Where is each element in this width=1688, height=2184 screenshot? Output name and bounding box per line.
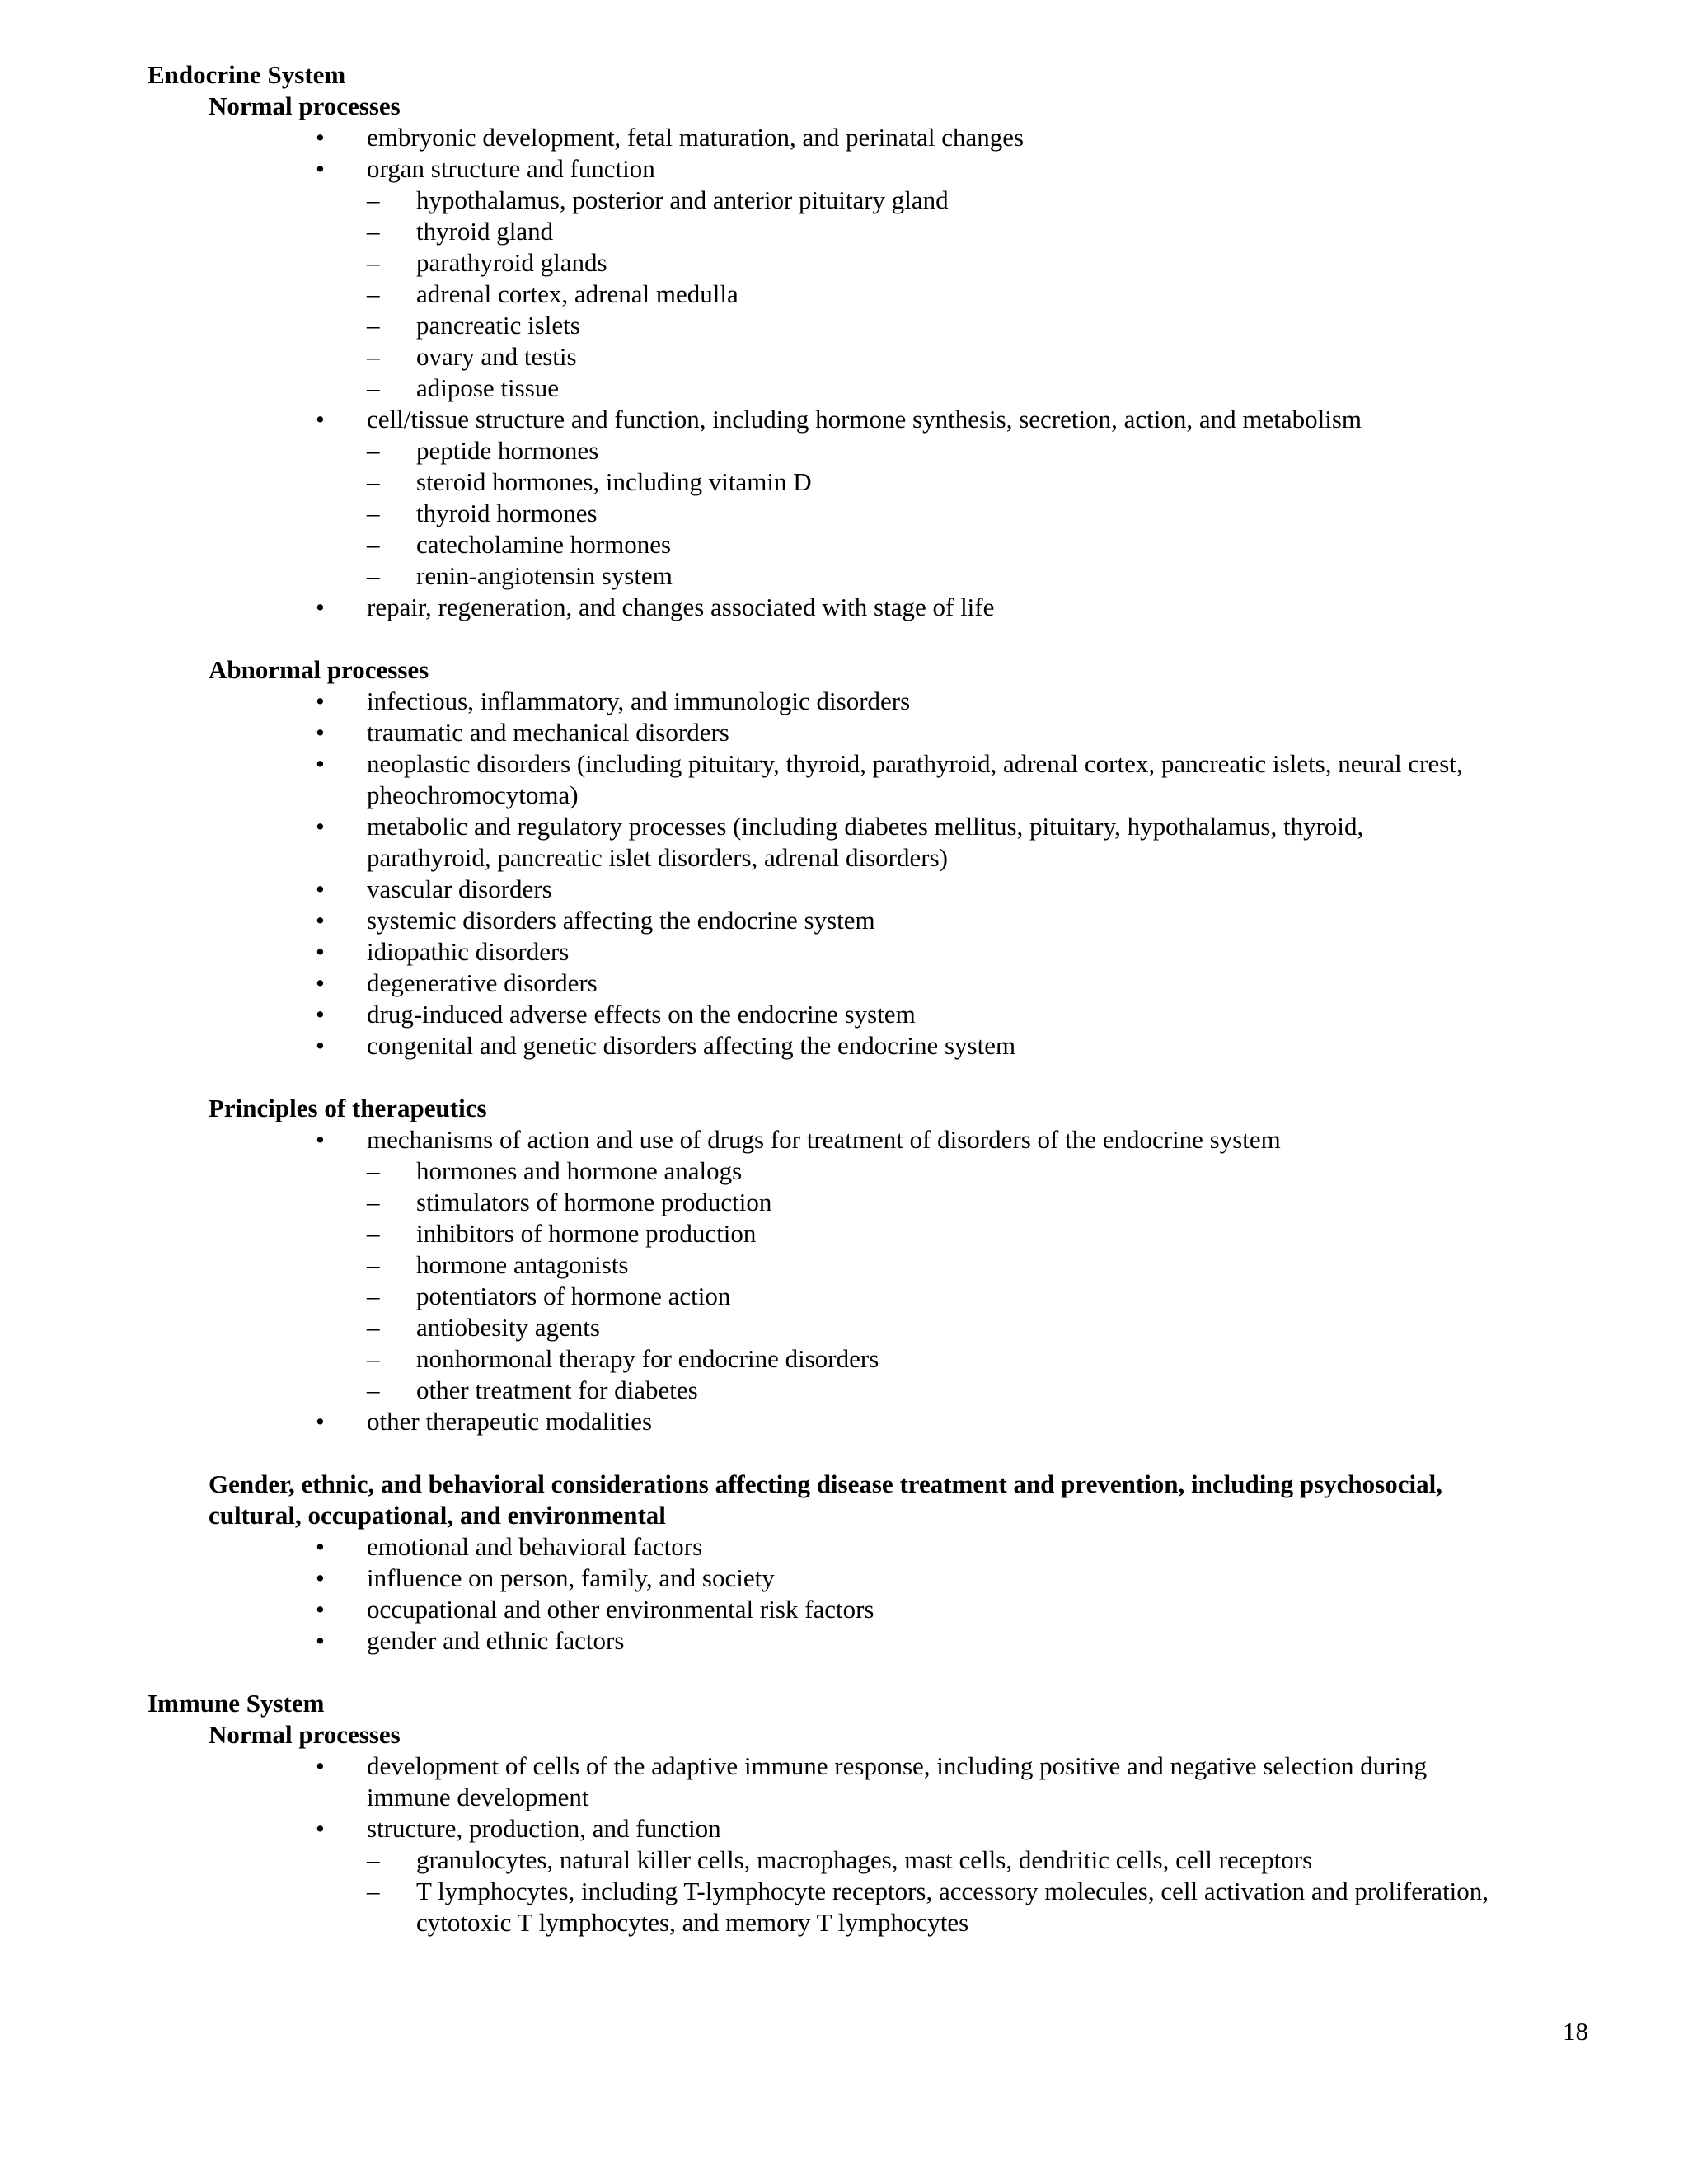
page-number: 18 xyxy=(1563,2017,1588,2046)
list-item-text: embryonic development, fetal maturation, and perinatal changes xyxy=(367,123,1025,152)
dash-marker: – xyxy=(367,1877,380,1905)
sub-list-item xyxy=(0,1844,1688,1876)
sub-list-item xyxy=(0,373,1688,404)
list-item-continuation xyxy=(0,780,1688,811)
bullet-marker: • xyxy=(316,749,325,778)
bullet-marker: • xyxy=(316,1751,325,1780)
dash-marker: – xyxy=(367,499,380,527)
dash-marker: – xyxy=(367,185,380,214)
bullet-marker: • xyxy=(316,1595,325,1624)
sub-list-item-text: adipose tissue xyxy=(416,373,560,402)
section-title-endocrine: Endocrine System xyxy=(148,60,346,89)
spacer xyxy=(0,1437,1688,1469)
sub-list-item xyxy=(0,529,1688,560)
sub-list-item xyxy=(0,1281,1688,1312)
bullet-marker: • xyxy=(316,1563,325,1592)
bullet-marker: • xyxy=(316,874,325,903)
dash-marker: – xyxy=(367,279,380,308)
sub-list-item xyxy=(0,185,1688,216)
list-item-text: parathyroid, pancreatic islet disorders, adrenal disorders) xyxy=(367,843,948,872)
sub-list-item xyxy=(0,435,1688,466)
list-item-text: cell/tissue structure and function, including hormone synthesis, secretion, action, and metabolism xyxy=(367,405,1362,434)
dash-marker: – xyxy=(367,1188,380,1216)
list-item xyxy=(0,1594,1688,1625)
bullet-marker: • xyxy=(316,593,325,621)
sub-list-item-text: hormone antagonists xyxy=(416,1250,629,1279)
list-item-text: congenital and genetic disorders affecting the endocrine system xyxy=(367,1031,1016,1060)
bullet-marker: • xyxy=(316,718,325,747)
list-item-text: infectious, inflammatory, and immunologic disorders xyxy=(367,687,911,715)
list-item-text: development of cells of the adaptive immune response, including positive and negative selection during xyxy=(367,1751,1428,1780)
list-item xyxy=(0,686,1688,717)
bullet-marker: • xyxy=(316,968,325,997)
list-item-text: drug-induced adverse effects on the endocrine system xyxy=(367,1000,916,1029)
dash-marker: – xyxy=(367,436,380,465)
bullet-marker: • xyxy=(316,1125,325,1154)
sub-list-item-text: parathyroid glands xyxy=(416,248,607,277)
list-item xyxy=(0,1563,1688,1594)
sub-list-item xyxy=(0,247,1688,279)
dash-marker: – xyxy=(367,311,380,340)
list-item xyxy=(0,717,1688,748)
sub-list-item xyxy=(0,466,1688,498)
list-item-text: organ structure and function xyxy=(367,154,655,183)
dash-marker: – xyxy=(367,1313,380,1342)
bullet-marker: • xyxy=(316,405,325,434)
list-item xyxy=(0,811,1688,842)
list-item-continuation xyxy=(0,1782,1688,1813)
list-item xyxy=(0,748,1688,780)
sub-list-item-text: hypothalamus, posterior and anterior pituitary gland xyxy=(416,185,949,214)
sub-list-item-text: inhibitors of hormone production xyxy=(416,1219,757,1248)
sub-list-item xyxy=(0,1155,1688,1187)
bullet-marker: • xyxy=(316,154,325,183)
list-item xyxy=(0,122,1688,153)
sub-list-item-text: renin-angiotensin system xyxy=(416,561,673,590)
spacer xyxy=(0,1062,1688,1093)
list-item-text: systemic disorders affecting the endocrine system xyxy=(367,906,875,935)
list-item-text: repair, regeneration, and changes associated with stage of life xyxy=(367,593,995,621)
sub-list-item xyxy=(0,1876,1688,1907)
sub-list-item-text: thyroid hormones xyxy=(416,499,598,527)
bullet-marker: • xyxy=(316,1000,325,1029)
spacer xyxy=(0,1657,1688,1688)
list-item xyxy=(0,153,1688,185)
bullet-marker: • xyxy=(316,1626,325,1655)
sub-list-item-text: granulocytes, natural killer cells, macrophages, mast cells, dendritic cells, cell receptors xyxy=(416,1845,1313,1874)
subheading-principles-of-therapeutics: Principles of therapeutics xyxy=(209,1094,487,1122)
subheading-gender-ethnic-behavioral: Gender, ethnic, and behavioral considerations affecting disease treatment and prevention, including psychosocial, xyxy=(209,1469,1442,1498)
list-item xyxy=(0,1813,1688,1844)
spacer xyxy=(0,623,1688,654)
sub-list-item xyxy=(0,1187,1688,1218)
sub-list-item xyxy=(0,1343,1688,1375)
list-item-text: mechanisms of action and use of drugs for treatment of disorders of the endocrine system xyxy=(367,1125,1281,1154)
list-item xyxy=(0,1625,1688,1657)
list-item xyxy=(0,1124,1688,1155)
sub-list-item-text: hormones and hormone analogs xyxy=(416,1156,743,1185)
dash-marker: – xyxy=(367,561,380,590)
dash-marker: – xyxy=(367,1282,380,1310)
list-item xyxy=(0,1750,1688,1782)
sub-list-item xyxy=(0,279,1688,310)
list-item-text: vascular disorders xyxy=(367,874,552,903)
list-item xyxy=(0,1531,1688,1563)
list-item-text: traumatic and mechanical disorders xyxy=(367,718,729,747)
subheading-normal-processes: Normal processes xyxy=(209,91,401,120)
sub-list-item-text: steroid hormones, including vitamin D xyxy=(416,467,812,496)
list-item-text: neoplastic disorders (including pituitary, thyroid, parathyroid, adrenal cortex, pancreatic islets, neural crest, xyxy=(367,749,1463,778)
bullet-marker: • xyxy=(316,1814,325,1843)
bullet-marker: • xyxy=(316,1031,325,1060)
sub-list-item-text: peptide hormones xyxy=(416,436,599,465)
list-item-text: other therapeutic modalities xyxy=(367,1407,653,1436)
list-item xyxy=(0,874,1688,905)
sub-list-item-text: catecholamine hormones xyxy=(416,530,672,559)
list-item xyxy=(0,1030,1688,1062)
list-item xyxy=(0,968,1688,999)
dash-marker: – xyxy=(367,1344,380,1373)
sub-list-item-continuation xyxy=(0,1907,1688,1938)
list-item xyxy=(0,592,1688,623)
sub-list-item-text: T lymphocytes, including T-lymphocyte receptors, accessory molecules, cell activation and proliferation, xyxy=(416,1877,1489,1905)
list-item xyxy=(0,936,1688,968)
document-body xyxy=(0,59,1688,1938)
bullet-marker: • xyxy=(316,1407,325,1436)
sub-list-item xyxy=(0,216,1688,247)
sub-list-item xyxy=(0,1312,1688,1343)
bullet-marker: • xyxy=(316,937,325,966)
sub-list-item xyxy=(0,1249,1688,1281)
list-item xyxy=(0,1406,1688,1437)
dash-marker: – xyxy=(367,1845,380,1874)
list-item xyxy=(0,404,1688,435)
dash-marker: – xyxy=(367,530,380,559)
sub-list-item-text: other treatment for diabetes xyxy=(416,1376,698,1404)
list-item xyxy=(0,905,1688,936)
sub-list-item xyxy=(0,560,1688,592)
list-item-text: immune development xyxy=(367,1783,589,1811)
list-item xyxy=(0,999,1688,1030)
bullet-marker: • xyxy=(316,906,325,935)
sub-list-item xyxy=(0,310,1688,341)
dash-marker: – xyxy=(367,1156,380,1185)
subheading-normal-processes: Normal processes xyxy=(209,1720,401,1749)
sub-list-item xyxy=(0,498,1688,529)
list-item-text: degenerative disorders xyxy=(367,968,598,997)
sub-list-item-text: adrenal cortex, adrenal medulla xyxy=(416,279,738,308)
list-item-text: emotional and behavioral factors xyxy=(367,1532,703,1561)
dash-marker: – xyxy=(367,1250,380,1279)
sub-list-item-text: stimulators of hormone production xyxy=(416,1188,772,1216)
sub-list-item-text: cytotoxic T lymphocytes, and memory T lymphocytes xyxy=(416,1908,969,1937)
dash-marker: – xyxy=(367,248,380,277)
dash-marker: – xyxy=(367,342,380,371)
list-item-text: idiopathic disorders xyxy=(367,937,570,966)
list-item-text: structure, production, and function xyxy=(367,1814,721,1843)
list-item-text: gender and ethnic factors xyxy=(367,1626,625,1655)
sub-list-item-text: ovary and testis xyxy=(416,342,577,371)
list-item-text: influence on person, family, and society xyxy=(367,1563,775,1592)
sub-list-item-text: antiobesity agents xyxy=(416,1313,600,1342)
bullet-marker: • xyxy=(316,123,325,152)
subheading-abnormal-processes: Abnormal processes xyxy=(209,655,429,684)
sub-list-item-text: nonhormonal therapy for endocrine disorders xyxy=(416,1344,879,1373)
section-title-immune: Immune System xyxy=(148,1689,325,1718)
list-item-text: occupational and other environmental risk factors xyxy=(367,1595,874,1624)
sub-list-item xyxy=(0,341,1688,373)
sub-list-item xyxy=(0,1218,1688,1249)
dash-marker: – xyxy=(367,217,380,246)
bullet-marker: • xyxy=(316,812,325,841)
sub-list-item-text: thyroid gland xyxy=(416,217,554,246)
sub-list-item-text: potentiators of hormone action xyxy=(416,1282,731,1310)
bullet-marker: • xyxy=(316,687,325,715)
list-item-text: pheochromocytoma) xyxy=(367,780,579,809)
dash-marker: – xyxy=(367,1219,380,1248)
dash-marker: – xyxy=(367,467,380,496)
sub-list-item xyxy=(0,1375,1688,1406)
bullet-marker: • xyxy=(316,1532,325,1561)
dash-marker: – xyxy=(367,1376,380,1404)
sub-list-item-text: pancreatic islets xyxy=(416,311,580,340)
subheading-gender-ethnic-behavioral-continued: cultural, occupational, and environmental xyxy=(209,1501,666,1530)
list-item-text: metabolic and regulatory processes (including diabetes mellitus, pituitary, hypothalamus, thyroid, xyxy=(367,812,1364,841)
dash-marker: – xyxy=(367,373,380,402)
list-item-continuation xyxy=(0,842,1688,874)
